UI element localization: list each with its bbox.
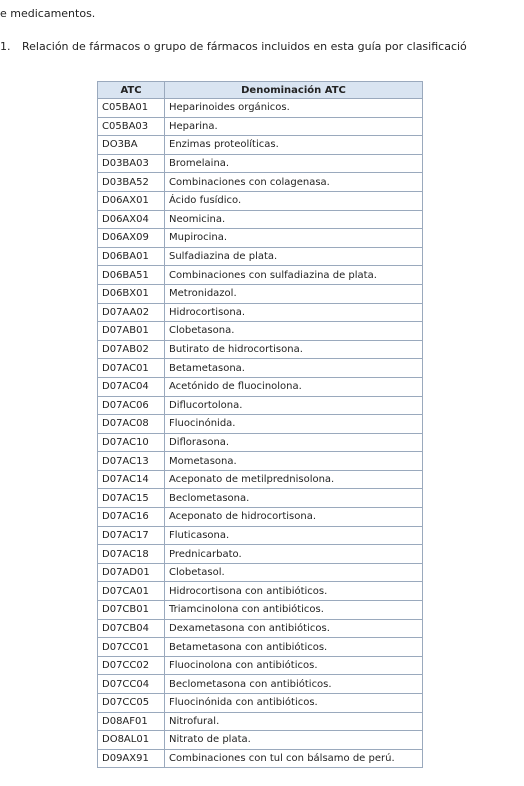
preceding-text-line: e medicamentos.	[0, 7, 96, 20]
atc-name-cell: Hidrocortisona.	[165, 303, 423, 322]
table-row	[98, 99, 423, 118]
atc-code-cell: D06BA01	[98, 247, 165, 266]
atc-name-cell: Nitrofural.	[165, 712, 423, 731]
header-atc: ATC	[98, 82, 165, 99]
atc-code-cell: D09AX91	[98, 749, 165, 768]
atc-code-cell: D07AB01	[98, 322, 165, 341]
atc-name-cell: Combinaciones con sulfadiazina de plata.	[165, 266, 423, 285]
atc-name-cell: Triamcinolona con antibióticos.	[165, 601, 423, 620]
table-row	[98, 656, 423, 675]
table-row	[98, 173, 423, 192]
atc-code-cell: D06BA51	[98, 266, 165, 285]
table-row	[98, 191, 423, 210]
atc-code-cell: D07AC01	[98, 359, 165, 378]
atc-code-cell: D07AC10	[98, 433, 165, 452]
atc-name-cell: Hidrocortisona con antibióticos.	[165, 582, 423, 601]
table-row	[98, 545, 423, 564]
atc-name-cell: Acetónido de fluocinolona.	[165, 377, 423, 396]
table-row	[98, 712, 423, 731]
atc-code-cell: DO8AL01	[98, 731, 165, 750]
atc-name-cell: Fluocinolona con antibióticos.	[165, 656, 423, 675]
caption-text: Relación de fármacos o grupo de fármacos incluidos en esta guía por clasificació	[22, 40, 467, 53]
atc-name-cell: Bromelaina.	[165, 154, 423, 173]
table-row	[98, 266, 423, 285]
table-row	[98, 489, 423, 508]
table-row	[98, 117, 423, 136]
atc-name-cell: Ácido fusídico.	[165, 191, 423, 210]
atc-code-cell: D07AC13	[98, 452, 165, 471]
atc-name-cell: Diflucortolona.	[165, 396, 423, 415]
atc-name-cell: Beclometasona con antibióticos.	[165, 675, 423, 694]
atc-name-cell: Heparinoides orgánicos.	[165, 99, 423, 118]
table-caption	[0, 40, 467, 53]
table-row	[98, 638, 423, 657]
table-row	[98, 694, 423, 713]
table-row	[98, 526, 423, 545]
table-row	[98, 229, 423, 248]
atc-code-cell: D08AF01	[98, 712, 165, 731]
atc-code-cell: D06AX09	[98, 229, 165, 248]
atc-name-cell: Diflorasona.	[165, 433, 423, 452]
atc-name-cell: Heparina.	[165, 117, 423, 136]
atc-name-cell: Metronidazol.	[165, 284, 423, 303]
atc-code-cell: D07AD01	[98, 563, 165, 582]
table-row	[98, 508, 423, 527]
atc-code-cell: D07CA01	[98, 582, 165, 601]
table-row	[98, 154, 423, 173]
atc-name-cell: Betametasona con antibióticos.	[165, 638, 423, 657]
table-row	[98, 303, 423, 322]
atc-code-cell: D03BA52	[98, 173, 165, 192]
atc-code-cell: D07CB04	[98, 619, 165, 638]
table-row	[98, 377, 423, 396]
atc-code-cell: D06BX01	[98, 284, 165, 303]
atc-code-cell: D07AC15	[98, 489, 165, 508]
atc-code-cell: D07AC14	[98, 470, 165, 489]
table-row	[98, 322, 423, 341]
atc-code-cell: DO3BA	[98, 136, 165, 155]
atc-name-cell: Aceponato de hidrocortisona.	[165, 508, 423, 527]
atc-name-cell: Mupirocina.	[165, 229, 423, 248]
atc-code-cell: D07AA02	[98, 303, 165, 322]
atc-name-cell: Prednicarbato.	[165, 545, 423, 564]
atc-code-cell: D06AX04	[98, 210, 165, 229]
table-row	[98, 340, 423, 359]
table-row	[98, 284, 423, 303]
atc-name-cell: Combinaciones con tul con bálsamo de perú.	[165, 749, 423, 768]
atc-code-cell: D07AC08	[98, 415, 165, 434]
atc-code-cell: D07AC04	[98, 377, 165, 396]
table-row	[98, 415, 423, 434]
table-row	[98, 731, 423, 750]
atc-code-cell: D07AC06	[98, 396, 165, 415]
table-row	[98, 582, 423, 601]
atc-table	[97, 81, 423, 768]
table-row	[98, 675, 423, 694]
atc-code-cell: D07AB02	[98, 340, 165, 359]
table-row	[98, 247, 423, 266]
atc-code-cell: D07AC18	[98, 545, 165, 564]
atc-code-cell: C05BA03	[98, 117, 165, 136]
atc-name-cell: Betametasona.	[165, 359, 423, 378]
atc-name-cell: Fluocinónida.	[165, 415, 423, 434]
atc-code-cell: D07AC17	[98, 526, 165, 545]
atc-name-cell: Dexametasona con antibióticos.	[165, 619, 423, 638]
atc-name-cell: Nitrato de plata.	[165, 731, 423, 750]
atc-name-cell: Sulfadiazina de plata.	[165, 247, 423, 266]
table-row	[98, 396, 423, 415]
atc-name-cell: Clobetasona.	[165, 322, 423, 341]
atc-name-cell: Beclometasona.	[165, 489, 423, 508]
table-row	[98, 452, 423, 471]
atc-name-cell: Clobetasol.	[165, 563, 423, 582]
table-row	[98, 359, 423, 378]
table-row	[98, 619, 423, 638]
table-header-row	[98, 82, 423, 99]
atc-name-cell: Combinaciones con colagenasa.	[165, 173, 423, 192]
atc-code-cell: D06AX01	[98, 191, 165, 210]
atc-name-cell: Aceponato de metilprednisolona.	[165, 470, 423, 489]
caption-number: 1.	[0, 40, 11, 53]
table-row	[98, 749, 423, 768]
atc-code-cell: D07CB01	[98, 601, 165, 620]
atc-name-cell: Butirato de hidrocortisona.	[165, 340, 423, 359]
atc-name-cell: Enzimas proteolíticas.	[165, 136, 423, 155]
atc-code-cell: D07CC04	[98, 675, 165, 694]
atc-name-cell: Fluticasona.	[165, 526, 423, 545]
atc-code-cell: D07CC01	[98, 638, 165, 657]
header-denominacion: Denominación ATC	[165, 82, 423, 99]
table-row	[98, 601, 423, 620]
atc-name-cell: Neomicina.	[165, 210, 423, 229]
atc-name-cell: Mometasona.	[165, 452, 423, 471]
atc-code-cell: D07CC02	[98, 656, 165, 675]
atc-code-cell: D07AC16	[98, 508, 165, 527]
table-row	[98, 563, 423, 582]
atc-code-cell: D07CC05	[98, 694, 165, 713]
atc-name-cell: Fluocinónida con antibióticos.	[165, 694, 423, 713]
table-row	[98, 136, 423, 155]
atc-code-cell: D03BA03	[98, 154, 165, 173]
table-row	[98, 470, 423, 489]
table-row	[98, 433, 423, 452]
table-row	[98, 210, 423, 229]
atc-code-cell: C05BA01	[98, 99, 165, 118]
